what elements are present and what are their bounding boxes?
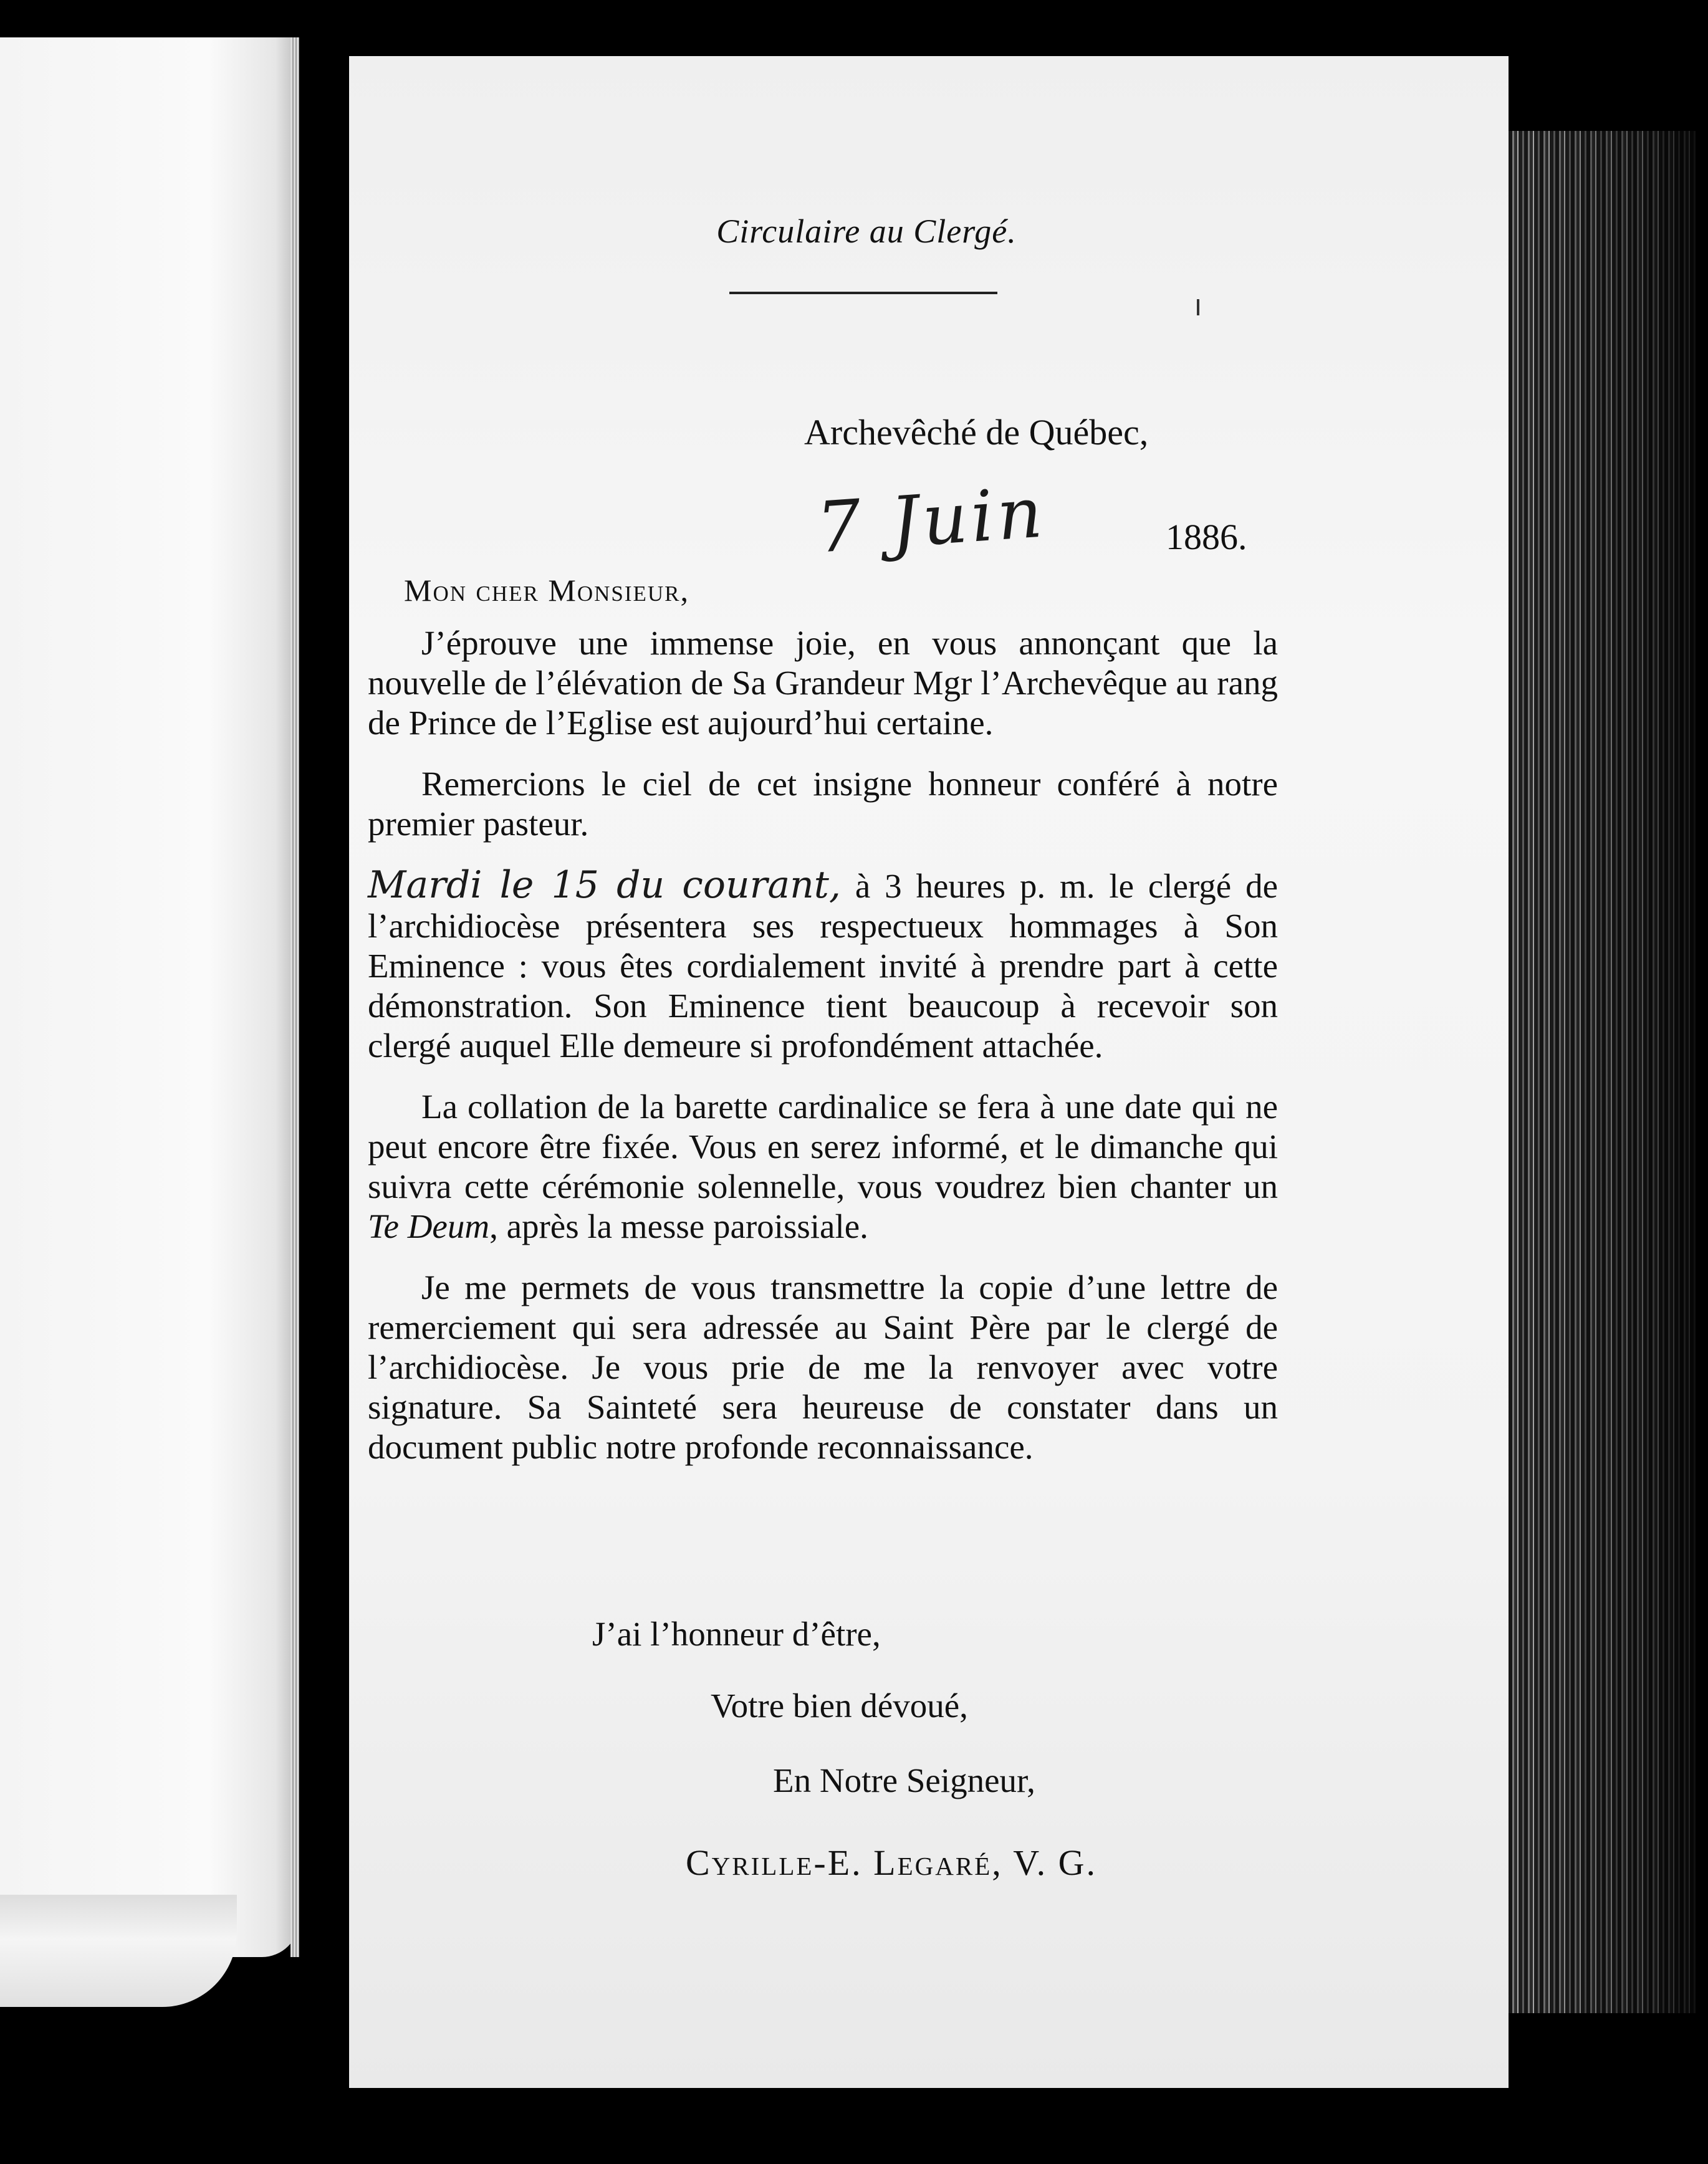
header-title: Circulaire au Clergé.	[716, 213, 1017, 250]
closing-line-1: J’ai l’honneur d’être,	[592, 1615, 881, 1653]
dateline-year: 1886.	[1166, 517, 1247, 557]
te-deum: Te Deum	[368, 1207, 490, 1245]
handwritten-date-insert: Mardi le 15 du courant,	[368, 863, 841, 907]
left-page-edge	[290, 37, 299, 1957]
signature: Cyrille-E. Legaré, V. G.	[686, 1842, 1097, 1883]
paragraph-3	[368, 865, 1278, 1066]
letter-body	[368, 623, 1278, 1488]
left-page-stack	[0, 37, 299, 1957]
paragraph-4	[368, 1087, 1278, 1247]
paragraph-2: Remercions le ciel de cet insigne honneur conféré à notre premier pasteur.	[368, 765, 1278, 843]
right-page-edges	[1509, 131, 1696, 2013]
paragraph-5: Je me permets de vous transmettre la copie d’une lettre de remerciement qui sera adressée au Saint Père par le clergé de l’archidiocèse. Je vous prie de me la renvoyer avec votre signature. Sa Sainteté sera heureuse de constater dans un document public notre profonde reconnaissance.	[368, 1268, 1278, 1466]
paragraph-4-after: , après la messe paroissiale.	[489, 1207, 868, 1245]
paragraph-4-before: La collation de la barette cardinalice se fera à une date qui ne peut encore être fixée. Vous en serez informé, et le dimanche qui suivra cette cérémonie solennelle, vous voudrez bien chanter un	[368, 1088, 1278, 1205]
handwritten-date: 7 Juin	[813, 472, 1048, 569]
header-rule	[729, 292, 997, 294]
left-page-curl	[0, 1895, 237, 2007]
right-edge-shade	[1509, 131, 1696, 2013]
closing-line-2: Votre bien dévoué,	[711, 1687, 968, 1725]
closing-line-3: En Notre Seigneur,	[773, 1761, 1035, 1799]
salutation: Mon cher Monsieur,	[404, 573, 689, 608]
page-mark	[1197, 299, 1199, 315]
dateline-place: Archevêché de Québec,	[804, 412, 1149, 452]
paragraph-1: J’éprouve une immense joie, en vous annonçant que la nouvelle de l’élévation de Sa Grandeur Mgr l’Archevêque au rang de Prince de l’Eglise est aujourd’hui certaine.	[368, 624, 1278, 742]
paragraph-3-text: à 3 heures p. m. le clergé de l’archidiocèse présentera ses respectueux hommages à Son Eminence : vous êtes cordialement invité à prendre part à cette démonstration. Son Eminence tient beaucoup à recevoir son clergé auquel Elle demeure si profondément attachée.	[368, 867, 1278, 1065]
